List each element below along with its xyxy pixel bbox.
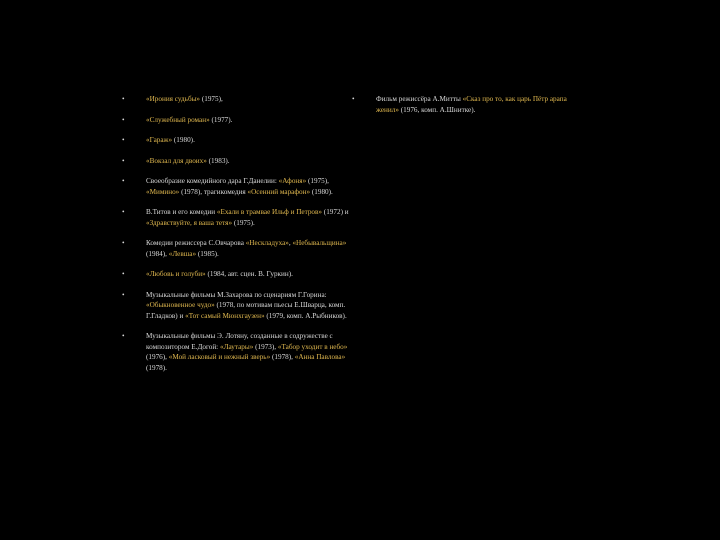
film-title: «Здравствуйте, я ваша тетя» — [146, 218, 233, 227]
item-text: Музыкальные фильмы Э. Лотяну, созданные в содружестве с композитором Е.Догой: — [146, 332, 333, 351]
film-title: «Служебный роман» — [146, 115, 210, 124]
film-title: «Осенний марафон» — [247, 187, 311, 196]
item-text: (1978). — [146, 363, 167, 372]
film-title: «Афоня» — [278, 177, 307, 185]
bullet-icon: • — [122, 332, 125, 340]
list-item — [122, 207, 360, 228]
film-title: «Сказ про то, как царь Пётр арапа женил» — [376, 95, 567, 114]
film-title: «Обыкновенное чудо» — [146, 301, 215, 309]
item-text: (1972) и — [322, 208, 349, 216]
film-title: «Ирония судьбы» — [146, 95, 201, 103]
item-text: Музыкальные фильмы М.Захарова по сценариям Г.Горина: — [146, 290, 327, 299]
film-title: «Анна Павлова» — [294, 353, 346, 361]
list-item — [122, 94, 360, 105]
film-title: «Гараж» — [146, 136, 173, 144]
bullet-icon: • — [352, 95, 355, 103]
list-item — [122, 176, 360, 197]
item-text: (1980). — [310, 187, 333, 196]
film-title: «Нескладуха» — [245, 239, 289, 247]
item-text: Комедии режиссера С.Овчарова — [146, 239, 246, 247]
item-text: (1980). — [172, 136, 195, 144]
bullet-icon: • — [122, 290, 125, 299]
item-text: (1978), трагикомедия — [179, 187, 248, 196]
list-item — [122, 331, 360, 373]
item-text: Фильм режиссёра А.Митты — [376, 95, 463, 103]
item-text: (1983). — [206, 156, 230, 165]
list-item — [122, 156, 360, 167]
item-text: (1975), — [306, 177, 329, 185]
item-text: (1985). — [196, 249, 219, 258]
list-item — [122, 269, 360, 280]
item-text: Своеобразие комедийного дара Г.Данелии: — [146, 177, 279, 185]
right-column — [352, 94, 577, 125]
list-item — [352, 94, 577, 115]
item-text: (1978), — [270, 353, 295, 361]
item-text: (1978, по мотивам пьесы Е.Шварца, комп. Г.Гладков) и — [146, 301, 346, 320]
item-text: (1975), — [200, 95, 223, 103]
film-title: «Мимино» — [146, 187, 180, 196]
item-text: (1976), — [146, 353, 169, 361]
list-item — [122, 115, 360, 126]
film-title: «Табор уходит в небо» — [277, 342, 348, 351]
film-title: «Вокзал для двоих» — [146, 156, 207, 165]
left-column — [122, 94, 360, 383]
item-text: (1977). — [209, 115, 233, 124]
list-item — [122, 290, 360, 322]
item-text: (1984, авт. сцен. В. Гуркин). — [205, 270, 293, 278]
film-title: «Любовь и голуби» — [146, 270, 206, 278]
bullet-icon: • — [122, 270, 125, 278]
list-item — [122, 135, 360, 146]
item-text: (1973), — [253, 342, 278, 351]
item-text: (1976, комп. А.Шнитке). — [398, 105, 476, 114]
bullet-icon: • — [122, 208, 125, 216]
film-title: «Небывальщина» — [292, 239, 347, 247]
item-text: В.Титов и его комедии — [146, 208, 217, 216]
list-item — [122, 238, 360, 259]
bullet-icon: • — [122, 156, 125, 165]
film-title: «Ехали в трамвае Ильф и Петров» — [216, 208, 322, 216]
item-text: (1979, комп. А.Рыбников). — [264, 311, 347, 320]
film-title: «Лаутары» — [219, 342, 254, 351]
bullet-icon: • — [122, 115, 125, 124]
bullet-icon: • — [122, 136, 125, 144]
bullet-icon: • — [122, 95, 125, 103]
bullet-icon: • — [122, 239, 125, 247]
item-text: (1975). — [232, 218, 255, 227]
item-text: (1984), — [146, 249, 169, 258]
film-title: «Тот самый Мюнхгаузен» — [185, 311, 265, 320]
item-text: , — [288, 239, 293, 247]
film-title: «Левша» — [168, 249, 197, 258]
bullet-icon: • — [122, 177, 125, 185]
film-title: «Мой ласковый и нежный зверь» — [168, 353, 271, 361]
